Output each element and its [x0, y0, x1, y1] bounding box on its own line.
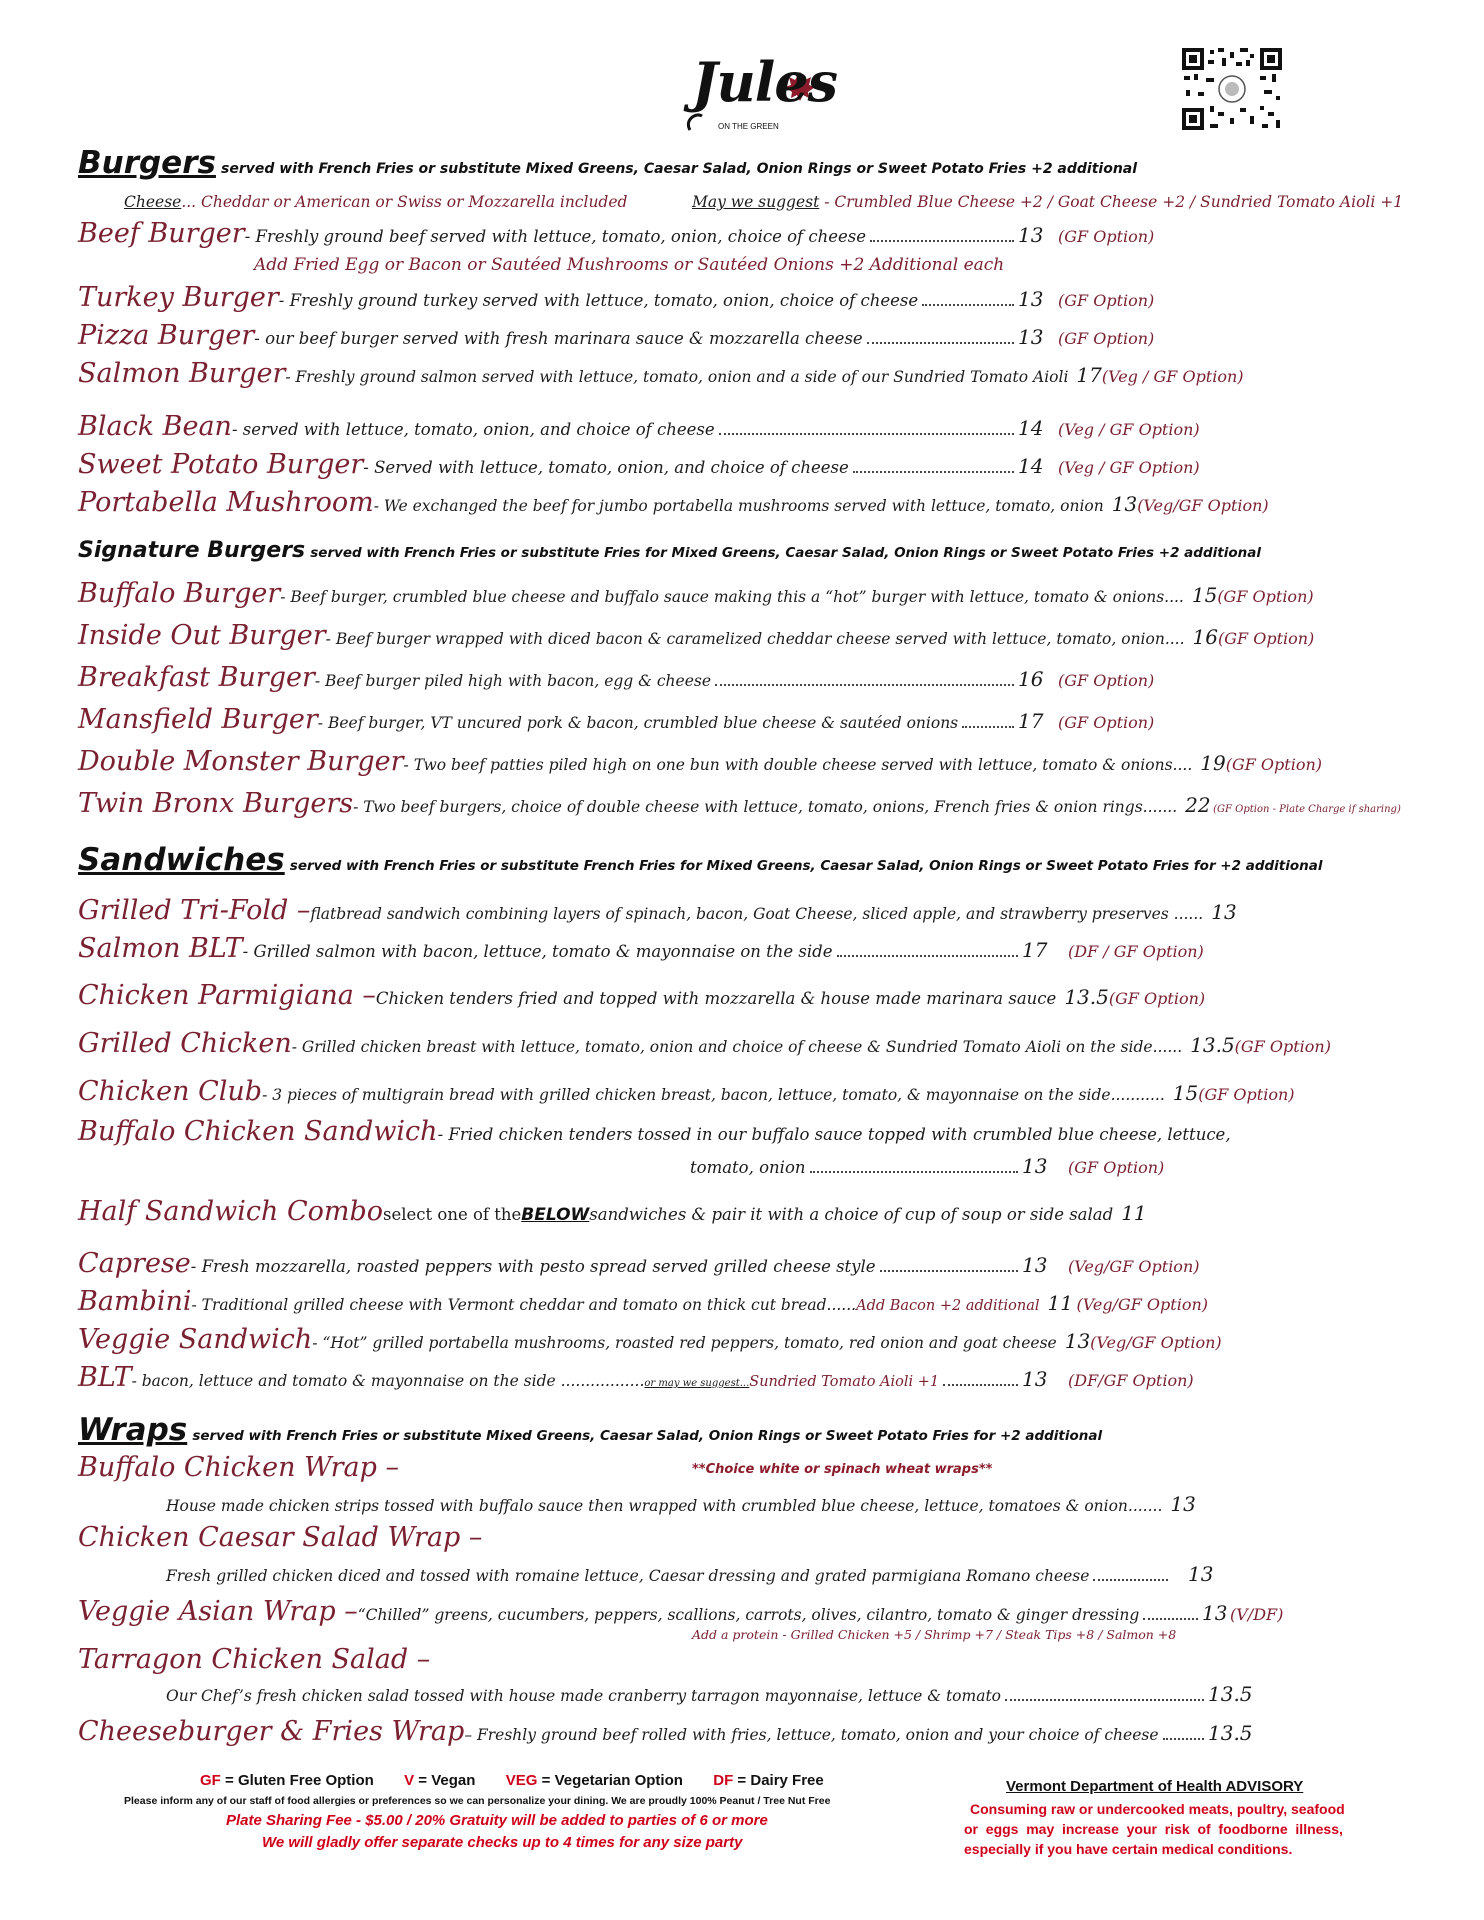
item-price: 13 — [1018, 325, 1044, 349]
item-option: (DF/GF Option) — [1068, 1371, 1194, 1390]
item-desc: - Beef burger, VT uncured pork & bacon, crumbled blue cheese & sautéed onions — [317, 714, 959, 732]
item-price: 16 — [1018, 667, 1044, 691]
item-name: Veggie Sandwich — [78, 1324, 313, 1355]
item-option: (Veg / GF Option) — [1101, 367, 1244, 386]
advisory-text — [964, 1799, 1345, 1859]
half-sandwich-combo — [78, 1196, 1208, 1227]
item-option: (GF Option) — [1198, 1085, 1295, 1104]
wrap-desc: – Freshly ground beef rolled with fries, lettuce, tomato, onion and your choice of cheese — [464, 1726, 1159, 1744]
legend-code: V — [404, 1772, 415, 1789]
menu-item — [78, 620, 1315, 651]
logo-wordmark: Jules — [692, 50, 838, 114]
item-option: (GF Option) — [1218, 629, 1315, 648]
item-option: (Veg/GF Option) — [1137, 496, 1269, 515]
item-desc: - Served with lettuce, tomato, onion, and choice of cheese — [363, 458, 849, 477]
item-price: 22 — [1185, 793, 1211, 817]
wrap-desc-line — [166, 1492, 1244, 1516]
item-desc: - our beef burger served with fresh marinara sauce & mozzarella cheese — [254, 329, 863, 348]
wrap-name: Cheeseburger & Fries Wrap — [78, 1716, 465, 1747]
signature-title: Signature Burgers — [78, 538, 306, 563]
item-desc: - Beef burger, crumbled blue cheese and buffalo sauce making this a “hot” burger with lettuce, tomato & onions.... — [280, 588, 1184, 606]
item-price: 19 — [1200, 751, 1226, 775]
item-desc: - Beef burger piled high with bacon, egg & cheese — [314, 672, 711, 690]
restaurant-logo — [680, 50, 838, 142]
item-option: (Veg/GF Option) — [1068, 1257, 1200, 1276]
item-price: 17 — [1076, 363, 1102, 387]
item-option: (GF Option) — [1068, 1158, 1165, 1177]
item-desc: - Two beef patties piled high on one bun with double cheese served with lettuce, tomato & onions.... — [403, 756, 1193, 774]
item-name: Breakfast Burger — [78, 662, 315, 693]
wrap-price: 13 — [1170, 1492, 1196, 1516]
legend-code: VEG — [505, 1772, 538, 1789]
burgers-title: Burgers — [78, 145, 216, 181]
item-desc: - served with lettuce, tomato, onion, and choice of cheese — [231, 420, 715, 439]
wrap-desc: “Chilled” greens, cucumbers, peppers, scallions, carrots, olives, cilantro, tomato & ginger dressing — [357, 1606, 1140, 1624]
dot-leader — [867, 342, 1014, 344]
item-name: Turkey Burger — [78, 282, 279, 313]
item-desc: - Freshly ground turkey served with lettuce, tomato, onion, choice of cheese — [278, 291, 919, 310]
item-name: Portabella Mushroom — [78, 487, 374, 518]
item-price: 13 — [1211, 900, 1237, 924]
item-option: (Veg / GF Option) — [1058, 458, 1200, 477]
item-name: Inside Out Burger — [78, 620, 326, 651]
menu-item — [78, 1116, 1231, 1147]
wrap-choice-note: **Choice white or spinach wheat wraps** — [692, 1462, 993, 1477]
item-desc-continued: tomato, onion — [690, 1158, 806, 1177]
item-name: Grilled Chicken — [78, 1028, 292, 1059]
menu-item — [78, 578, 1314, 609]
item-option: (GF Option) — [1234, 1037, 1331, 1056]
combo-emph: BELOW — [521, 1205, 590, 1225]
item-extra: Sundried Tomato Aioli +1 — [749, 1374, 940, 1390]
item-option: (GF Option) — [1058, 671, 1155, 690]
wraps-heading — [78, 1412, 1102, 1448]
item-desc: - bacon, lettuce and tomato & mayonnaise on the side ................. — [131, 1372, 645, 1390]
item-desc: - 3 pieces of multigrain bread with grilled chicken breast, bacon, lettuce, tomato, & mayonnaise on the side........... — [262, 1086, 1165, 1104]
menu-item — [78, 449, 1208, 480]
burgers-heading — [78, 145, 1137, 181]
dietary-legend — [200, 1772, 824, 1789]
item-name: BLT — [78, 1362, 132, 1393]
item-name: Beef Burger — [78, 218, 245, 249]
menu-item — [78, 411, 1208, 442]
item-desc: - Freshly ground beef served with lettuce, tomato, onion, choice of cheese — [244, 227, 867, 246]
legend-code: GF — [200, 1772, 221, 1789]
wrap-name: Tarragon Chicken Salad – — [78, 1644, 431, 1675]
item-option: (GF Option) — [1058, 329, 1155, 348]
item-name: Sweet Potato Burger — [78, 449, 364, 480]
item-option: (Veg / GF Option) — [1058, 420, 1200, 439]
item-name: Buffalo Chicken Sandwich — [78, 1116, 438, 1147]
wrap-name: Buffalo Chicken Wrap – — [78, 1452, 399, 1483]
wrap-desc-line — [166, 1562, 1244, 1586]
wrap-desc: Our Chef’s fresh chicken salad tossed with house made cranberry tarragon mayonnaise, lettuce & tomato — [166, 1687, 1002, 1705]
wraps-note: served with French Fries or substitute Mixed Greens, Caesar Salad, Onion Rings or Sweet Potato Fries for +2 additional — [192, 1428, 1103, 1444]
menu-item — [78, 788, 1438, 819]
suggest-label: May we suggest — [692, 193, 820, 211]
dot-leader — [837, 955, 1019, 957]
item-name: Chicken Parmigiana – — [78, 980, 376, 1011]
item-option: (GF Option) — [1217, 587, 1314, 606]
dot-leader — [1005, 1699, 1204, 1701]
burger-addon: Add Fried Egg or Bacon or Sautéed Mushrooms or Sautéed Onions +2 Additional each — [254, 255, 1005, 275]
item-name: Bambini — [78, 1286, 192, 1317]
cheese-label: Cheese — [124, 193, 182, 211]
menu-item — [78, 1362, 1208, 1393]
item-price: 13 — [1018, 287, 1044, 311]
cheese-text: ... Cheddar or American or Swiss or Mozzarella included — [181, 193, 628, 211]
menu-item — [78, 933, 1208, 964]
suggest-line — [692, 193, 1403, 211]
item-desc: - Beef burger wrapped with diced bacon & caramelized cheddar cheese served with lettuce, tomato, onion.... — [325, 630, 1185, 648]
sandwiches-title: Sandwiches — [78, 842, 285, 878]
item-name: Twin Bronx Burgers — [78, 788, 354, 819]
item-price: 15 — [1191, 583, 1218, 607]
logo-subtitle: ON THE GREEN — [718, 122, 779, 131]
item-name: Mansfield Burger — [78, 704, 318, 735]
item-desc: - Grilled salmon with bacon, lettuce, tomato & mayonnaise on the side — [242, 942, 833, 961]
menu-item — [78, 746, 1322, 777]
menu-item — [78, 895, 1237, 926]
advisory-line: Consuming raw or undercooked meats, poultry, seafood — [970, 1801, 1345, 1817]
item-price: 14 — [1018, 454, 1044, 478]
dot-leader — [715, 684, 1014, 686]
wrap-name: Chicken Caesar Salad Wrap – — [78, 1522, 483, 1553]
item-desc: - “Hot” grilled portabella mushrooms, roasted red peppers, tomato, red onion and goat cheese — [312, 1334, 1057, 1352]
item-option: (GF Option) — [1058, 713, 1155, 732]
item-name: Grilled Tri-Fold – — [78, 895, 311, 926]
item-option: (Veg/GF Option) — [1076, 1295, 1208, 1314]
item-extra: Add Bacon +2 additional — [856, 1298, 1040, 1314]
item-price: 13 — [1022, 1253, 1048, 1277]
signature-note: served with French Fries or substitute Fries for Mixed Greens, Caesar Salad, Onion Rings or Sweet Potato Fries +2 additional — [310, 545, 1261, 561]
item-price: 13 — [1022, 1367, 1048, 1391]
item-desc: - Fried chicken tenders tossed in our buffalo sauce topped with crumbled blue cheese, lettuce, — [437, 1125, 1231, 1144]
dot-leader — [810, 1171, 1019, 1173]
menu-item-continued — [690, 1154, 1208, 1178]
item-price: 16 — [1192, 625, 1218, 649]
combo-price: 11 — [1121, 1201, 1147, 1225]
dot-leader — [880, 1270, 1018, 1272]
menu-item — [78, 662, 1208, 693]
item-option: (GF Option - Plate Charge if sharing) — [1213, 804, 1401, 815]
item-desc: - Traditional grilled cheese with Vermont cheddar and tomato on thick cut bread...... — [191, 1296, 857, 1314]
legend-text: = Vegetarian Option — [537, 1772, 683, 1789]
menu-item — [78, 980, 1208, 1011]
item-option: (GF Option) — [1058, 291, 1155, 310]
dot-leader — [1143, 1618, 1198, 1620]
menu-item — [78, 1028, 1331, 1059]
wraps-title: Wraps — [78, 1412, 188, 1448]
separate-checks: We will gladly offer separate checks up to 4 times for any size party — [262, 1834, 743, 1851]
item-price: 13 — [1064, 1329, 1091, 1353]
item-name: Black Bean — [78, 411, 232, 442]
wrap-option: (V/DF) — [1230, 1605, 1284, 1624]
dot-leader — [719, 433, 1014, 435]
legend-text: = Vegan — [414, 1772, 476, 1789]
item-desc: flatbread sandwich combining layers of spinach, bacon, Goat Cheese, sliced apple, and strawberry preserves ...... — [310, 905, 1204, 923]
allergy-notice: Please inform any of our staff of food allergies or preferences so we can personalize your dining. We are proudly 100% Peanut / Tree Nut Free — [124, 1795, 831, 1807]
item-option: (DF / GF Option) — [1068, 942, 1204, 961]
dot-leader — [853, 471, 1014, 473]
advisory-line: especially if you have certain medical conditions. — [964, 1841, 1293, 1857]
wrap-price: 13.5 — [1208, 1682, 1253, 1706]
item-price: 14 — [1018, 416, 1044, 440]
dot-leader — [870, 240, 1014, 242]
wrap-price: 13 — [1202, 1601, 1228, 1625]
wrap-desc: Fresh grilled chicken diced and tossed with romaine lettuce, Caesar dressing and grated parmigiana Romano cheese — [166, 1567, 1090, 1585]
cheese-line — [124, 193, 627, 211]
item-name: Caprese — [78, 1248, 191, 1279]
menu-item — [78, 1248, 1208, 1279]
dot-leader — [1163, 1738, 1205, 1740]
dot-leader — [1093, 1579, 1168, 1581]
item-price: 13.5 — [1190, 1033, 1235, 1057]
wrap-item — [78, 1596, 1308, 1627]
dot-leader — [962, 726, 1014, 728]
item-price: 15 — [1172, 1081, 1199, 1105]
legend-text: = Gluten Free Option — [220, 1772, 374, 1789]
item-desc: - Fresh mozzarella, roasted peppers with pesto spread served grilled cheese style — [190, 1257, 876, 1276]
item-price: 11 — [1047, 1291, 1073, 1315]
advisory-line: or eggs may increase your risk of foodborne illness, — [964, 1821, 1343, 1837]
menu-item — [78, 218, 1208, 249]
item-option: (GF Option) — [1108, 989, 1206, 1008]
burgers-note: served with French Fries or substitute Mixed Greens, Caesar Salad, Onion Rings or Sweet Potato Fries +2 additional — [221, 161, 1138, 177]
dot-leader — [922, 304, 1014, 306]
menu-item — [78, 1286, 1208, 1317]
item-desc: - We exchanged the beef for jumbo portabella mushrooms served with lettuce, tomato, onion — [373, 497, 1104, 515]
item-price: 13 — [1022, 1154, 1048, 1178]
menu-item — [78, 487, 1269, 518]
item-name: Double Monster Burger — [78, 746, 404, 777]
item-desc: - Two beef burgers, choice of double cheese with lettuce, tomato, onions, French fries & onion rings....... — [353, 798, 1178, 816]
item-desc: - Freshly ground salmon served with lettuce, tomato, onion and a side of our Sundried Tomato Aioli — [285, 368, 1069, 386]
item-name: Chicken Club — [78, 1076, 263, 1107]
wrap-price: 13.5 — [1208, 1721, 1253, 1745]
item-price: 13 — [1018, 223, 1044, 247]
item-option: (GF Option) — [1058, 227, 1155, 246]
item-price: 17 — [1018, 709, 1044, 733]
item-desc: - Grilled chicken breast with lettuce, tomato, onion and choice of cheese & Sundried Tomato Aioli on the side...... — [291, 1038, 1183, 1056]
signature-heading — [78, 538, 1261, 563]
menu-item — [78, 1324, 1222, 1355]
item-price: 17 — [1022, 938, 1048, 962]
wrap-desc: House made chicken strips tossed with buffalo sauce then wrapped with crumbled blue cheese, lettuce, tomatoes & onion....... — [166, 1497, 1163, 1515]
item-price: 13 — [1111, 492, 1138, 516]
dot-leader — [943, 1384, 1018, 1386]
menu-item — [78, 282, 1208, 313]
item-option: (GF Option) — [1225, 755, 1322, 774]
item-suggest: or may we suggest... — [644, 1378, 750, 1389]
item-name: Salmon BLT — [78, 933, 243, 964]
menu-item — [78, 1076, 1295, 1107]
wrap-desc-line — [166, 1682, 1258, 1706]
suggest-text: - Crumbled Blue Cheese +2 / Goat Cheese +2 / Sundried Tomato Aioli +1 — [819, 193, 1404, 211]
combo-pre: select one of the — [383, 1205, 522, 1224]
wrap-price: 13 — [1188, 1562, 1214, 1586]
item-option: (Veg/GF Option) — [1090, 1333, 1222, 1352]
item-name: Pizza Burger — [78, 320, 255, 351]
item-price: 13.5 — [1064, 985, 1109, 1009]
plate-sharing-fee: Plate Sharing Fee - $5.00 / 20% Gratuity will be added to parties of 6 or more — [226, 1812, 768, 1829]
sandwiches-heading — [78, 842, 1322, 878]
combo-post: sandwiches & pair it with a choice of cup of soup or side salad — [589, 1205, 1114, 1224]
item-name: Buffalo Burger — [78, 578, 281, 609]
combo-name: Half Sandwich Combo — [78, 1196, 384, 1227]
legend-code: DF — [713, 1772, 734, 1789]
menu-item — [78, 358, 1244, 389]
item-name: Salmon Burger — [78, 358, 286, 389]
qr-code-icon — [1180, 46, 1284, 132]
wrap-protein-addon: Add a protein - Grilled Chicken +5 / Shrimp +7 / Steak Tips +8 / Salmon +8 — [692, 1627, 1177, 1642]
advisory-title: Vermont Department of Health ADVISORY — [1006, 1778, 1304, 1795]
qr-code[interactable] — [1180, 46, 1284, 132]
wrap-name: Veggie Asian Wrap – — [78, 1596, 358, 1627]
item-desc: Chicken tenders fried and topped with mozzarella & house made marinara sauce — [375, 989, 1057, 1008]
menu-item — [78, 320, 1208, 351]
wrap-item — [78, 1716, 1258, 1747]
sandwiches-note: served with French Fries or substitute French Fries for Mixed Greens, Caesar Salad, Onion Rings or Sweet Potato Fries for +2 additional — [289, 858, 1323, 874]
legend-text: = Dairy Free — [733, 1772, 824, 1789]
menu-item — [78, 704, 1208, 735]
